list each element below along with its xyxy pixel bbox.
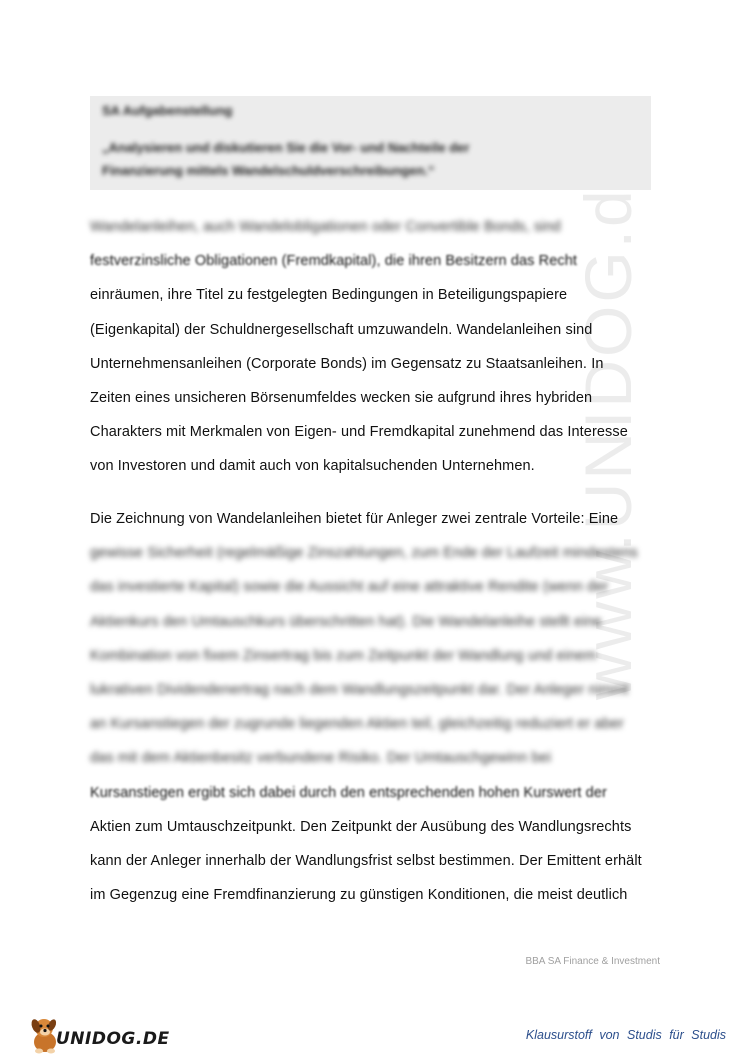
watermark: www.UNIDOG.de [571,147,645,700]
text-line: einräumen, ihre Titel zu festgelegten Bedingungen in Beteiligungspapiere [90,287,568,304]
text-line: Aktien zum Umtauschzeitpunkt. Den Zeitpunkt der Ausübung des Wandlungsrechts [90,818,632,835]
text-line: Kombination von fixem Zinsertrag bis zum Zeitpunkt der Wandlung und einem [90,647,597,664]
document-footer: BBA SA Finance & Investment [525,956,660,967]
text-line: an Kursanstiegen der zugrunde liegenden Aktien teil, gleichzeitig reduziert er aber [90,716,624,733]
text-line: im Gegenzug eine Fremdfinanzierung zu günstigen Konditionen, die meist deutlich [90,887,628,904]
task-question [102,136,642,182]
text-line: Kursanstiegen ergibt sich dabei durch den entsprechenden hohen Kurswert der [90,784,607,801]
text-line: (Eigenkapital) der Schuldnergesellschaft umzuwandeln. Wandelanleihen sind [90,321,593,338]
text-line: Charakters mit Merkmalen von Eigen- und Fremdkapital zunehmend das Interesse [90,424,628,441]
paragraph-2 [90,502,670,912]
task-question-line: „Analysieren und diskutieren Sie die Vor- und Nachteile der [102,140,470,155]
text-line: gewisse Sicherheit (regelmäßige Zinszahlungen, zum Ende der Laufzeit mindestens [90,545,638,562]
text-line: das mit dem Aktienbesitz verbundene Risiko. Der Umtauschgewinn bei [90,750,552,767]
slogan: Klausurstoff von Studis für Studis [525,1028,726,1042]
text-line: kann der Anleger innerhalb der Wandlungsfrist selbst bestimmen. Der Emittent erhält [90,852,642,869]
text-line: Die Zeichnung von Wandelanleihen bietet für Anleger zwei zentrale Vorteile: Eine [90,511,619,527]
text-line: das investierte Kapital) sowie die Aussicht auf eine attraktive Rendite (wenn der [90,579,609,596]
text-line: Wandelanleihen, auch Wandelobligationen oder Convertible Bonds, sind [90,219,561,235]
text-line: Zeiten eines unsicheren Börsenumfeldes wecken sie aufgrund ihres hybriden [90,389,593,406]
unidog-logo[interactable] [28,1016,170,1056]
task-heading: SA Aufgabenstellung [102,103,233,118]
text-line: Unternehmensanleihen (Corporate Bonds) im Gegensatz zu Staatsanleihen. In [90,355,604,372]
task-question-line: Finanzierung mittels Wandelschuldverschreibungen.“ [102,163,435,178]
text-line: festverzinsliche Obligationen (Fremdkapital), die ihren Besitzern das Recht [90,253,578,270]
text-line: von Investoren und damit auch von kapitalsuchenden Unternehmen. [90,458,535,475]
paragraph-1 [90,210,670,484]
text-line: lukrativen Dividendenertrag nach dem Wandlungszeitpunkt dar. Der Anleger nimmt [90,681,629,698]
logo-text: UNIDOG.DE [56,1029,170,1049]
text-line: Aktienkurs den Umtauschkurs überschritten hat). Die Wandelanleihe stellt eine [90,613,602,630]
